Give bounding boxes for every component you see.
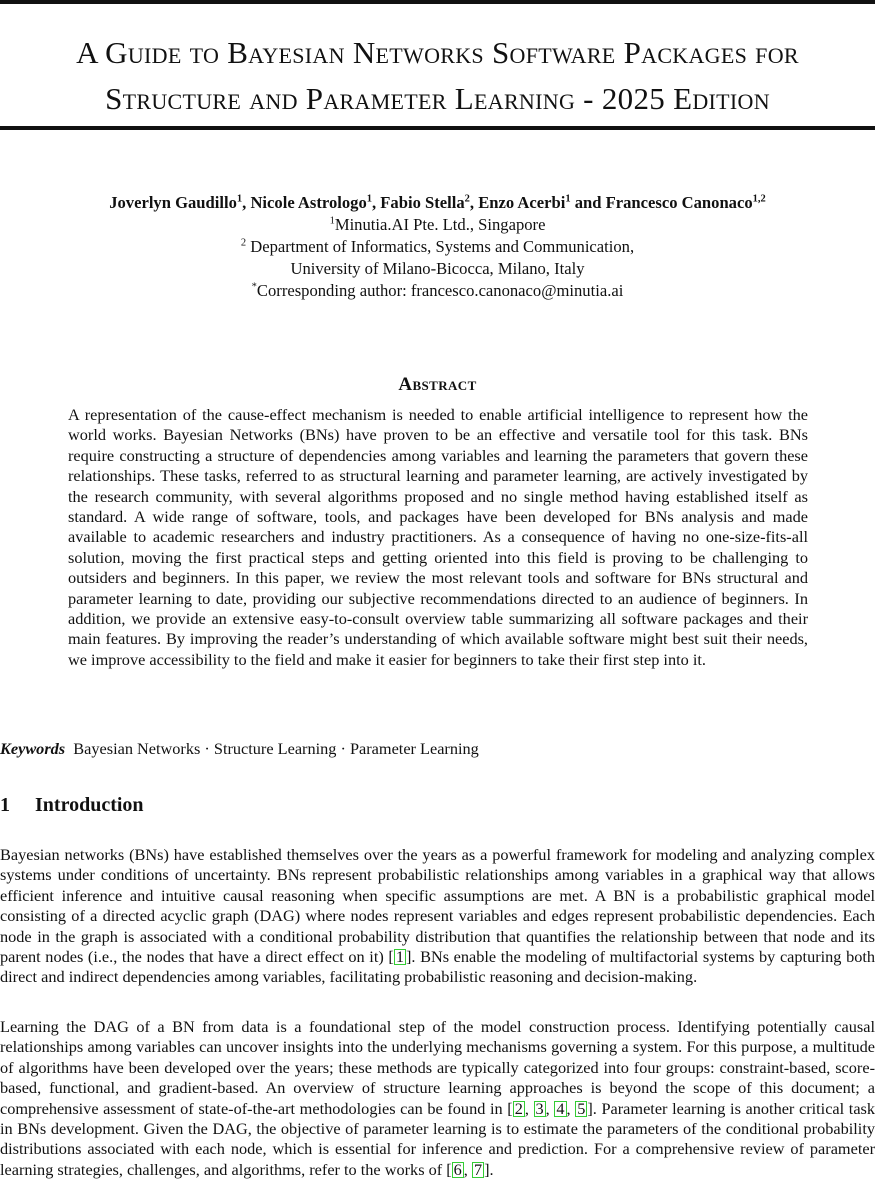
author-affil-sup: 1 bbox=[236, 193, 243, 205]
top-rule bbox=[0, 0, 875, 4]
keywords-label-rest: eywords bbox=[10, 739, 66, 758]
corresponding-author bbox=[0, 280, 875, 302]
author-sep: , bbox=[372, 193, 381, 212]
citation-link[interactable]: 7 bbox=[473, 1159, 483, 1179]
title-line-2: Structure and Parameter Learning - 2025 Edition bbox=[105, 81, 770, 116]
keywords-label bbox=[0, 739, 65, 758]
affiliation-2 bbox=[0, 236, 875, 258]
author-name: Francesco Canonaco bbox=[605, 193, 753, 212]
intro-paragraph-2: Learning the DAG of a BN from data is a foundational step of the model construction process. Identifying potentially causal relationships among variables can uncover insights into the underlying mechanisms governing a system. For this purpose, a multitude of algorithms have been developed over the years; these methods are typically categorized into four groups: constraint-based, score-based, functional, and gradient-based. An overview of structure learning approaches is beyond the scope of this document; a comprehensive assessment of state-of-the-art methodologies can be found in [ 2 , 3 , 4 , 5 ]. Parameter learning is another critical task in BNs development. Given the DAG, the objective of parameter learning is to estimate the parameters of the conditional probability distributions associated with each node, which is essential for inference and prediction. For a comprehensive review of parameter learning strategies, challenges, and algorithms, refer to the works of [ 6 , 7 ]. bbox=[0, 1017, 875, 1179]
section-number: 1 bbox=[0, 794, 10, 816]
author-name: Fabio Stella bbox=[380, 193, 465, 212]
author-name: Enzo Acerbi bbox=[478, 193, 566, 212]
affiliation-1 bbox=[0, 214, 875, 236]
author-affil-sup: 1,2 bbox=[752, 193, 766, 205]
author-affil-sup: 1 bbox=[366, 193, 372, 205]
affiliation-1-text: Minutia.AI Pte. Ltd., Singapore bbox=[334, 215, 546, 234]
author-affil-sup: 2 bbox=[464, 193, 470, 205]
paragraph-text: ]. Parameter learning is another critical task in BNs development. Given the DAG, the objective of parameter learning is to estimate the parameters of the conditional probability distributions associated with each node, which is essential for inference and prediction. For a comprehensive review of parameter learning strategies, challenges, and algorithms, refer to the works of [ bbox=[0, 1098, 875, 1179]
citation-link[interactable]: 5 bbox=[577, 1098, 586, 1118]
affil-sup: 2 bbox=[240, 237, 247, 249]
author-affil-sup: 1 bbox=[565, 193, 571, 205]
author-name: Nicole Astrologo bbox=[250, 193, 367, 212]
keywords-label-first: K bbox=[0, 739, 11, 758]
title-bottom-rule bbox=[0, 126, 875, 130]
keywords-line bbox=[0, 738, 875, 760]
abstract-heading: Abstract bbox=[398, 374, 477, 395]
citation-link[interactable]: 3 bbox=[535, 1098, 544, 1118]
corresponding-author-text: Corresponding author: francesco.canonaco@minutia.ai bbox=[256, 281, 624, 300]
keywords-items: Bayesian Networks · Structure Learning · Parameter Learning bbox=[73, 739, 479, 758]
author-block bbox=[0, 192, 875, 302]
author-name: Joverlyn Gaudillo bbox=[109, 193, 237, 212]
citation-link[interactable]: 1 bbox=[395, 947, 404, 967]
paragraph-text: Bayesian networks (BNs) have established themselves over the years as a powerful framework for modeling and analyzing complex systems under conditions of uncertainty. BNs represent probabilistic relationships among variables in a graphical way that allows efficient inference and intuitive causal reasoning when specific assumptions are met. A BN is a probabilistic graphical model consisting of a directed acyclic graph (DAG) where nodes represent variables and edges represent probabilistic dependencies. Each node in the graph is associated with a conditional probability distribution that quantifies the relationship between that node and its parent nodes (i.e., the nodes that have a direct effect on it) [ bbox=[0, 845, 875, 967]
paragraph-text: Learning the DAG of a BN from data is a foundational step of the model construction process. Identifying potentially causal relationships among variables can uncover insights into the underlying mechanisms governing a system. For this purpose, a multitude of algorithms have been developed over the years; these methods are typically categorized into four groups: constraint-based, score-based, functional, and gradient-based. An overview of structure learning approaches is beyond the scope of this document; a comprehensive assessment of state-of-the-art methodologies can be found in [ bbox=[0, 1017, 875, 1118]
author-names bbox=[0, 192, 875, 214]
citation-link[interactable]: 4 bbox=[556, 1098, 565, 1118]
author-sep: , bbox=[469, 193, 479, 212]
paragraph-text: ]. bbox=[484, 1159, 494, 1179]
section-heading bbox=[0, 794, 144, 817]
corr-sup: * bbox=[251, 281, 257, 293]
citation-link[interactable]: 2 bbox=[514, 1098, 523, 1118]
affiliation-2-line-2: University of Milano-Bicocca, Milano, Italy bbox=[290, 259, 585, 278]
paper-title bbox=[0, 30, 875, 122]
affiliation-2-text: Department of Informatics, Systems and Communication, bbox=[246, 237, 635, 256]
paragraph-text: ]. BNs enable the modeling of multifactorial systems by capturing both direct and indirect dependencies among variables, facilitating probabilistic reasoning and decision-making. bbox=[0, 947, 875, 987]
affil-sup: 1 bbox=[329, 215, 335, 227]
intro-paragraph-1 bbox=[0, 845, 875, 988]
section-title: Introduction bbox=[35, 794, 144, 816]
author-and: and bbox=[570, 193, 606, 212]
abstract-body: A representation of the cause-effect mechanism is needed to enable artificial intelligence to represent how the world works. Bayesian Networks (BNs) have proven to be an effective and versatile tool for this task. BNs require constructing a structure of dependencies among variables and learning the parameters that govern these relationships. These tasks, referred to as structural learning and parameter learning, are actively investigated by the research community, with several algorithms proposed and no single method having established itself as standard. A wide range of software, tools, and packages have been developed for BNs analysis and made available to academic researchers and industry practitioners. As a consequence of having no one-size-fits-all solution, moving the first practical steps and getting oriented into this field is proving to be challenging to outsiders and beginners. In this paper, we review the most relevant tools and software for BNs structural and parameter learning to date, providing our subjective recommendations directed to an audience of beginners. In addition, we provide an extensive easy-to-consult overview table summarizing all software packages and their main features. By improving the reader’s understanding of which available software might best suit their needs, we improve accessibility to the field and make it easier for beginners to take their first step into it. bbox=[68, 405, 808, 669]
citation-link[interactable]: 6 bbox=[453, 1159, 462, 1179]
title-line-1: A Guide to Bayesian Networks Software Packages for bbox=[76, 35, 799, 70]
author-sep: , bbox=[242, 193, 251, 212]
